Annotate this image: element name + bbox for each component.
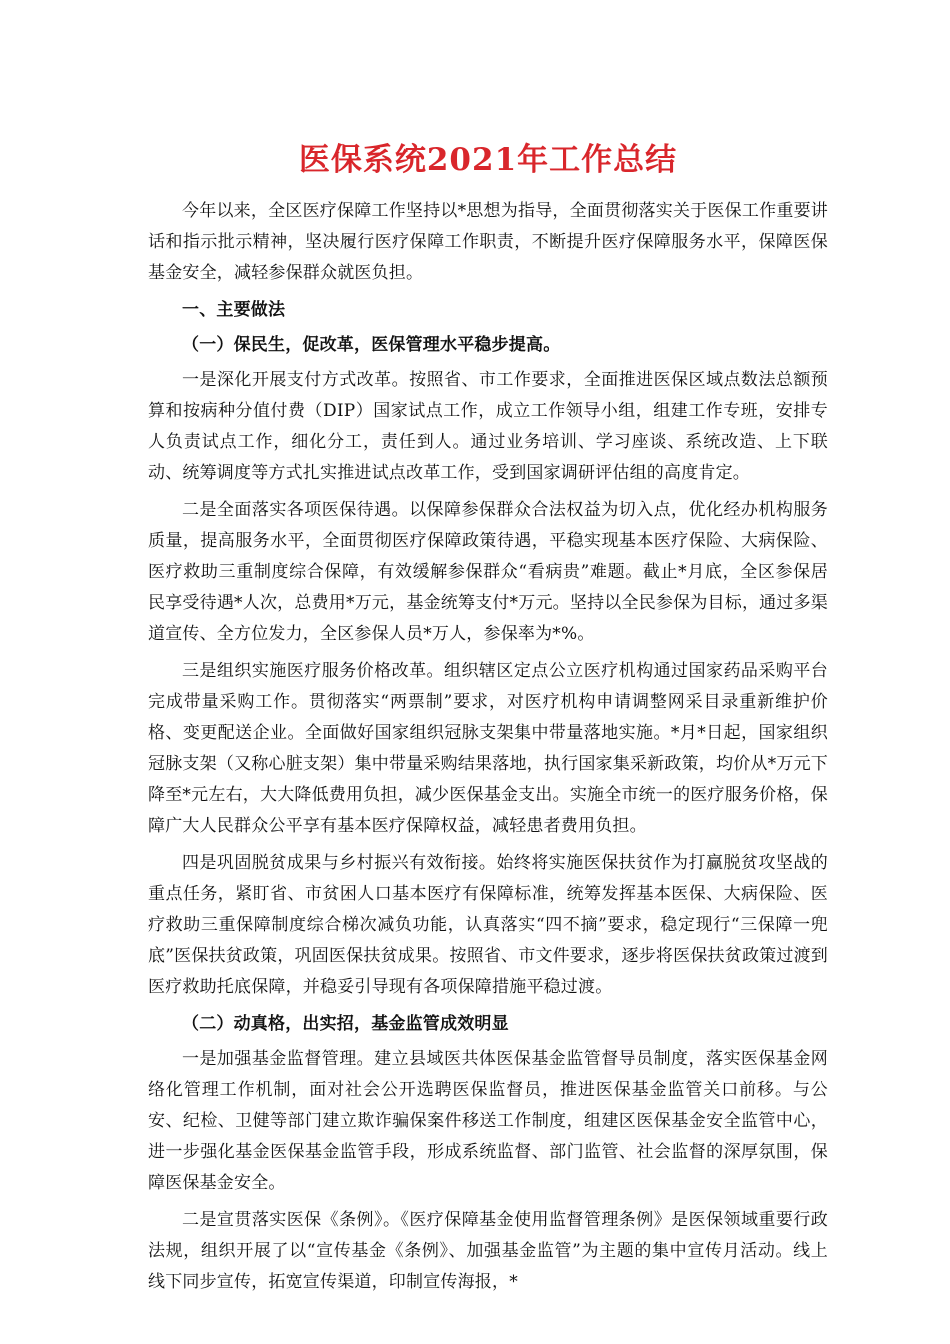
subsection-heading-2: （二）动真格，出实招，基金监管成效明显 <box>182 1014 509 1034</box>
paragraph-fund-supervision: 一是加强基金监督管理。建立县域医共体医保基金监管督导员制度，落实医保基金网络化管理工作机制，面对社会公开选聘医保监督员，推进医保基金监管关口前移。与公安、纪检、卫健等部门建立欺诈骗保案件移送工作制度，组建区医保基金安全监管中心，进一步强化基金医保基金监管手段，形成系统监督、部门监管、社会监督的深厚氛围，保障医保基金安全。 <box>148 1049 828 1193</box>
paragraph-price-reform: 三是组织实施医疗服务价格改革。组织辖区定点公立医疗机构通过国家药品采购平台完成带量采购工作。贯彻落实“两票制”要求，对医疗机构申请调整网采目录重新维护价格、变更配送企业。全面做好国家组织冠脉支架集中带量落地实施。*月*日起，国家组织冠脉支架（又称心脏支架）集中带量采购结果落地，执行国家集采新政策，均价从*万元下降至*元左右，大大降低费用负担，减少医保基金支出。实施全市统一的医疗服务价格，保障广大人民群众公平享有基本医疗保障权益，减轻患者费用负担。 <box>148 661 828 836</box>
section-heading-main-practices: 一、主要做法 <box>182 300 286 320</box>
document-title: 医保系统2021年工作总结 <box>298 142 678 178</box>
paragraph-poverty-rural: 四是巩固脱贫成果与乡村振兴有效衔接。始终将实施医保扶贫作为打赢脱贫攻坚战的重点任务，紧盯省、市贫困人口基本医疗有保障标准，统筹发挥基本医保、大病保险、医疗救助三重保障制度综合梯次减负功能，认真落实“四不摘”要求，稳定现行“三保障一兜底”医保扶贫政策，巩固医保扶贫成果。按照省、市文件要求，逐步将医保扶贫政策过渡到医疗救助托底保障，并稳妥引导现有各项保障措施平稳过渡。 <box>148 853 828 997</box>
document-page <box>148 138 828 1304</box>
intro-paragraph: 今年以来，全区医疗保障工作坚持以*思想为指导，全面贯彻落实关于医保工作重要讲话和指示批示精神，坚决履行医疗保障工作职责，不断提升医疗保障服务水平，保障医保基金安全，减轻参保群众就医负担。 <box>148 201 828 283</box>
subsection-heading-1: （一）保民生，促改革，医保管理水平稳步提高。 <box>182 335 561 355</box>
paragraph-insurance-benefits: 二是全面落实各项医保待遇。以保障参保群众合法权益为切入点，优化经办机构服务质量，提高服务水平，全面贯彻医疗保障政策待遇，平稳实现基本医疗保险、大病保险、医疗救助三重制度综合保障，有效缓解参保群众“看病贵”难题。截止*月底，全区参保居民享受待遇*人次，总费用*万元，基金统筹支付*万元。坚持以全民参保为目标，通过多渠道宣传、全方位发力，全区参保人员*万人，参保率为*%。 <box>148 500 828 644</box>
paragraph-regulation-publicity: 二是宣贯落实医保《条例》。《医疗保障基金使用监督管理条例》是医保领域重要行政法规，组织开展了以“宣传基金《条例》、加强基金监管”为主题的集中宣传月活动。线上线下同步宣传，拓宽宣传渠道，印制宣传海报，* <box>148 1210 828 1292</box>
paragraph-payment-reform: 一是深化开展支付方式改革。按照省、市工作要求，全面推进医保区域点数法总额预算和按病种分值付费（DIP）国家试点工作，成立工作领导小组，组建工作专班，安排专人负责试点工作，细化分工，责任到人。通过业务培训、学习座谈、系统改造、上下联动、统筹调度等方式扎实推进试点改革工作，受到国家调研评估组的高度肯定。 <box>148 370 828 483</box>
